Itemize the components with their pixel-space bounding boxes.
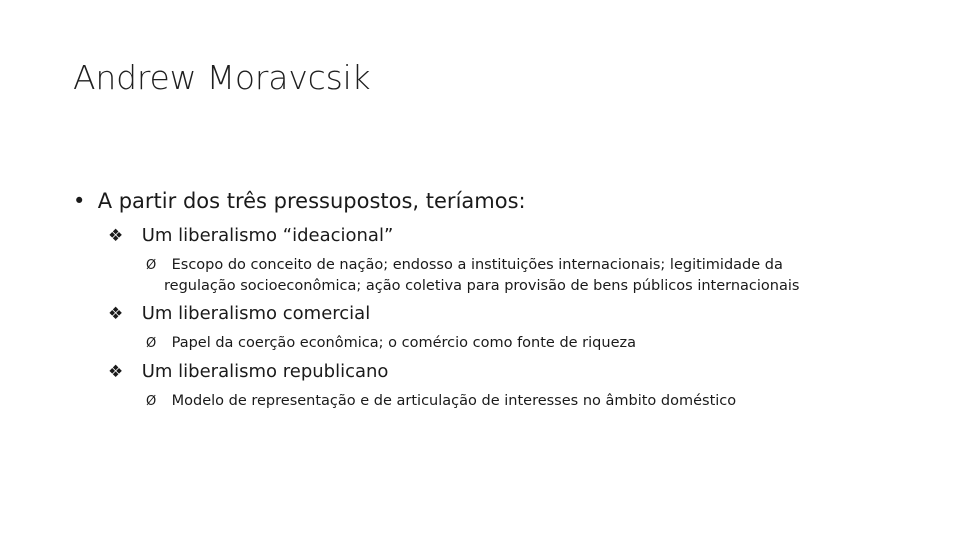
list-item-commercial xyxy=(108,303,370,324)
slide-title: Andrew Moravcsik xyxy=(73,58,371,97)
list-item-republican xyxy=(108,361,388,382)
list-item-label: Um liberalismo comercial xyxy=(141,303,371,324)
diamond-bullet-icon: ❖ xyxy=(108,226,124,246)
sub-item-text-continued: regulação socioeconômica; ação coletiva para provisão de bens públicos internacionais xyxy=(164,278,800,294)
sub-item-text: Papel da coerção econômica; o comércio como fonte de riqueza xyxy=(171,335,636,351)
intro-text: A partir dos três pressupostos, teríamos: xyxy=(97,189,526,213)
arrow-bullet-icon: Ø xyxy=(146,258,157,273)
list-item-label: Um liberalismo republicano xyxy=(141,361,389,382)
sub-item-commercial xyxy=(146,333,636,354)
arrow-bullet-icon: Ø xyxy=(146,394,157,409)
sub-item-ideational xyxy=(146,255,799,297)
list-item-label: Um liberalismo “ideacional” xyxy=(141,225,394,246)
bullet-dot-icon: • xyxy=(73,189,86,213)
sub-item-text: Escopo do conceito de nação; endosso a instituições internacionais; legitimidade da xyxy=(171,257,783,273)
intro-bullet-item xyxy=(73,189,526,213)
diamond-bullet-icon: ❖ xyxy=(108,304,124,324)
arrow-bullet-icon: Ø xyxy=(146,336,157,351)
diamond-bullet-icon: ❖ xyxy=(108,362,124,382)
list-item-ideational xyxy=(108,225,393,246)
sub-item-text: Modelo de representação e de articulação de interesses no âmbito doméstico xyxy=(171,393,737,409)
sub-item-republican xyxy=(146,391,736,412)
